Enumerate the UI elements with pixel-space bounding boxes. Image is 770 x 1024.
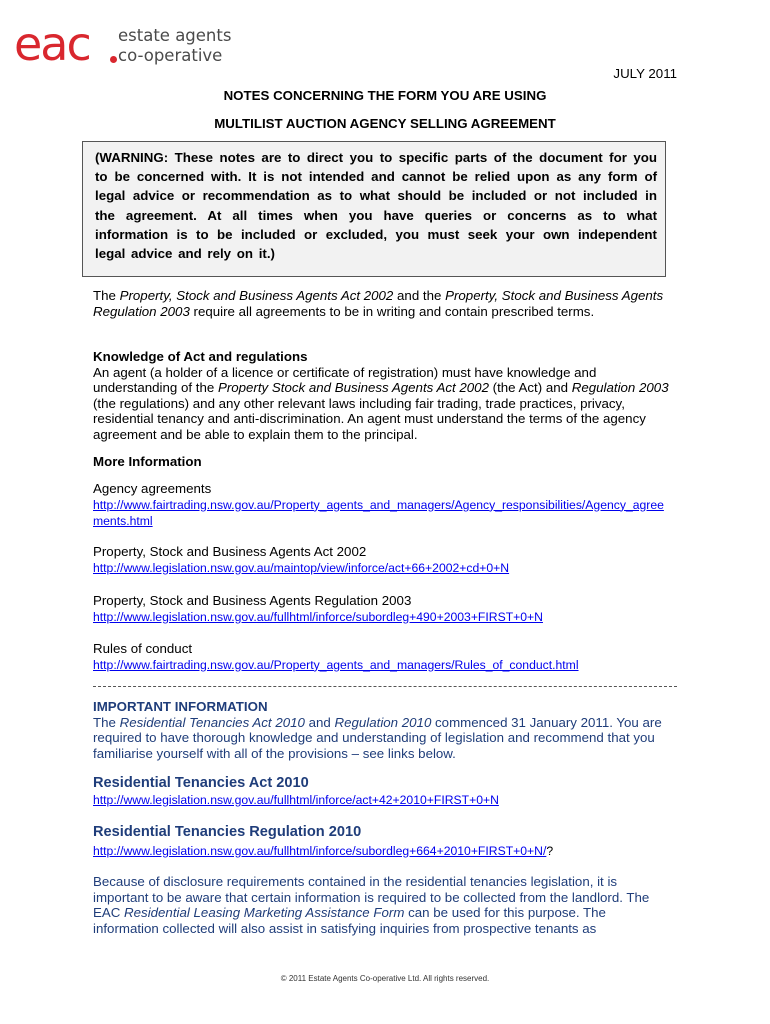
disclosure-paragraph bbox=[93, 874, 673, 936]
knowledge-text: (the Act) and bbox=[488, 380, 572, 396]
agency-agreements-link[interactable]: http://www.fairtrading.nsw.gov.au/Property_agents_and_managers/Agency_responsibilities/Agency_agreements.html bbox=[93, 497, 664, 529]
important-section bbox=[93, 699, 673, 761]
regulation-title: Regulation 2003 bbox=[571, 380, 669, 396]
intro-text: and the bbox=[393, 288, 446, 303]
agents-act-link[interactable]: http://www.legislation.nsw.gov.au/maintop/view/inforce/act+66+2002+cd+0+N bbox=[93, 560, 510, 575]
logo-dot-icon bbox=[110, 56, 117, 63]
link-label: Property, Stock and Business Agents Act 2002 bbox=[93, 544, 367, 559]
list-item bbox=[93, 641, 673, 673]
important-text: commenced 31 January 2011. You are required to have thorough knowledge and understanding of legislation and recommend that you familiarise yourself with all of the provisions – see links below. bbox=[93, 714, 662, 761]
disclosure-text: can be used for this purpose. The information collected will also assist in satisfying inquiries from prospective tenants as bbox=[93, 905, 606, 936]
important-paragraph bbox=[93, 715, 673, 762]
document-heading: NOTES CONCERNING THE FORM YOU ARE USING bbox=[223, 88, 547, 103]
link-label: Property, Stock and Business Agents Regulation 2003 bbox=[93, 593, 412, 608]
intro-text: require all agreements to be in writing and contain prescribed terms. bbox=[189, 303, 595, 319]
copyright-footer: © 2011 Estate Agents Co-operative Ltd. All rights reserved. bbox=[280, 974, 490, 983]
link-label: Agency agreements bbox=[93, 481, 212, 496]
rtr-section bbox=[93, 825, 673, 859]
rtr-link-line bbox=[93, 843, 673, 860]
logo-text-line2: co-operative bbox=[118, 46, 223, 65]
document-subheading: MULTILIST AUCTION AGENCY SELLING AGREEMENT bbox=[214, 116, 556, 131]
logo-text-line1: estate agents bbox=[118, 26, 232, 45]
more-info-title: More Information bbox=[93, 454, 202, 469]
logo-mark: eac bbox=[14, 17, 90, 71]
rta-section bbox=[93, 776, 673, 808]
rtr-title: Residential Tenancies Regulation 2010 bbox=[93, 824, 362, 840]
knowledge-paragraph bbox=[93, 365, 673, 443]
knowledge-text: (the regulations) and any other relevant laws including fair trading, trade practices, privacy, residential tenancy and anti-discrimination. An agent must understand the terms of the agency agreement and be able to explain them to the principal. bbox=[93, 395, 646, 442]
rtr-suffix: ? bbox=[546, 843, 554, 858]
knowledge-section bbox=[93, 349, 673, 443]
document-date: JULY 2011 bbox=[613, 66, 677, 81]
warning-box: (WARNING: These notes are to direct you to specific parts of the document for you to be concerned with. It is not intended and cannot be relied upon as any form of legal advice or recommendation as to what should be included or not included in the agreement. At all times when you have queries or concerns as to what information is to be included or excluded, you must seek your own independent legal advice and rely on it.) bbox=[82, 141, 666, 277]
important-title: IMPORTANT INFORMATION bbox=[93, 699, 268, 714]
disclosure-text: Because of disclosure requirements contained in the residential tenancies legislation, it is important to be aware that certain information is required to be collected from the landlord. The EAC bbox=[93, 874, 650, 921]
rta-title: Residential Tenancies Act 2010 bbox=[93, 775, 309, 791]
knowledge-title: Knowledge of Act and regulations bbox=[93, 349, 308, 364]
act-title: Property, Stock and Business Agents Act 2002 bbox=[119, 288, 394, 303]
list-item bbox=[93, 593, 673, 625]
rtr-link[interactable]: http://www.legislation.nsw.gov.au/fullhtml/inforce/subordleg+664+2010+FIRST+0+N/ bbox=[93, 843, 547, 858]
regulation-title: Regulation 2010 bbox=[334, 714, 432, 730]
regulation-title: Property, Stock and Business Agents Regulation 2003 bbox=[93, 288, 664, 319]
intro-paragraph bbox=[93, 288, 673, 319]
rules-of-conduct-link[interactable]: http://www.fairtrading.nsw.gov.au/Property_agents_and_managers/Rules_of_conduct.html bbox=[93, 657, 579, 672]
important-text: The bbox=[93, 714, 120, 730]
intro-text: The bbox=[93, 288, 120, 303]
link-label: Rules of conduct bbox=[93, 641, 193, 656]
dashed-divider bbox=[93, 686, 677, 687]
list-item bbox=[93, 481, 673, 530]
list-item bbox=[93, 544, 673, 576]
form-title: Residential Leasing Marketing Assistance Form bbox=[124, 905, 405, 921]
knowledge-text: An agent (a holder of a licence or certificate of registration) must have knowledge and understanding of the bbox=[93, 364, 597, 396]
important-text: and bbox=[304, 714, 335, 730]
act-title: Residential Tenancies Act 2010 bbox=[119, 714, 305, 730]
act-title: Property Stock and Business Agents Act 2002 bbox=[217, 380, 489, 396]
rta-link[interactable]: http://www.legislation.nsw.gov.au/fullhtml/inforce/act+42+2010+FIRST+0+N bbox=[93, 792, 499, 807]
agents-regulation-link[interactable]: http://www.legislation.nsw.gov.au/fullhtml/inforce/subordleg+490+2003+FIRST+0+N bbox=[93, 609, 543, 624]
